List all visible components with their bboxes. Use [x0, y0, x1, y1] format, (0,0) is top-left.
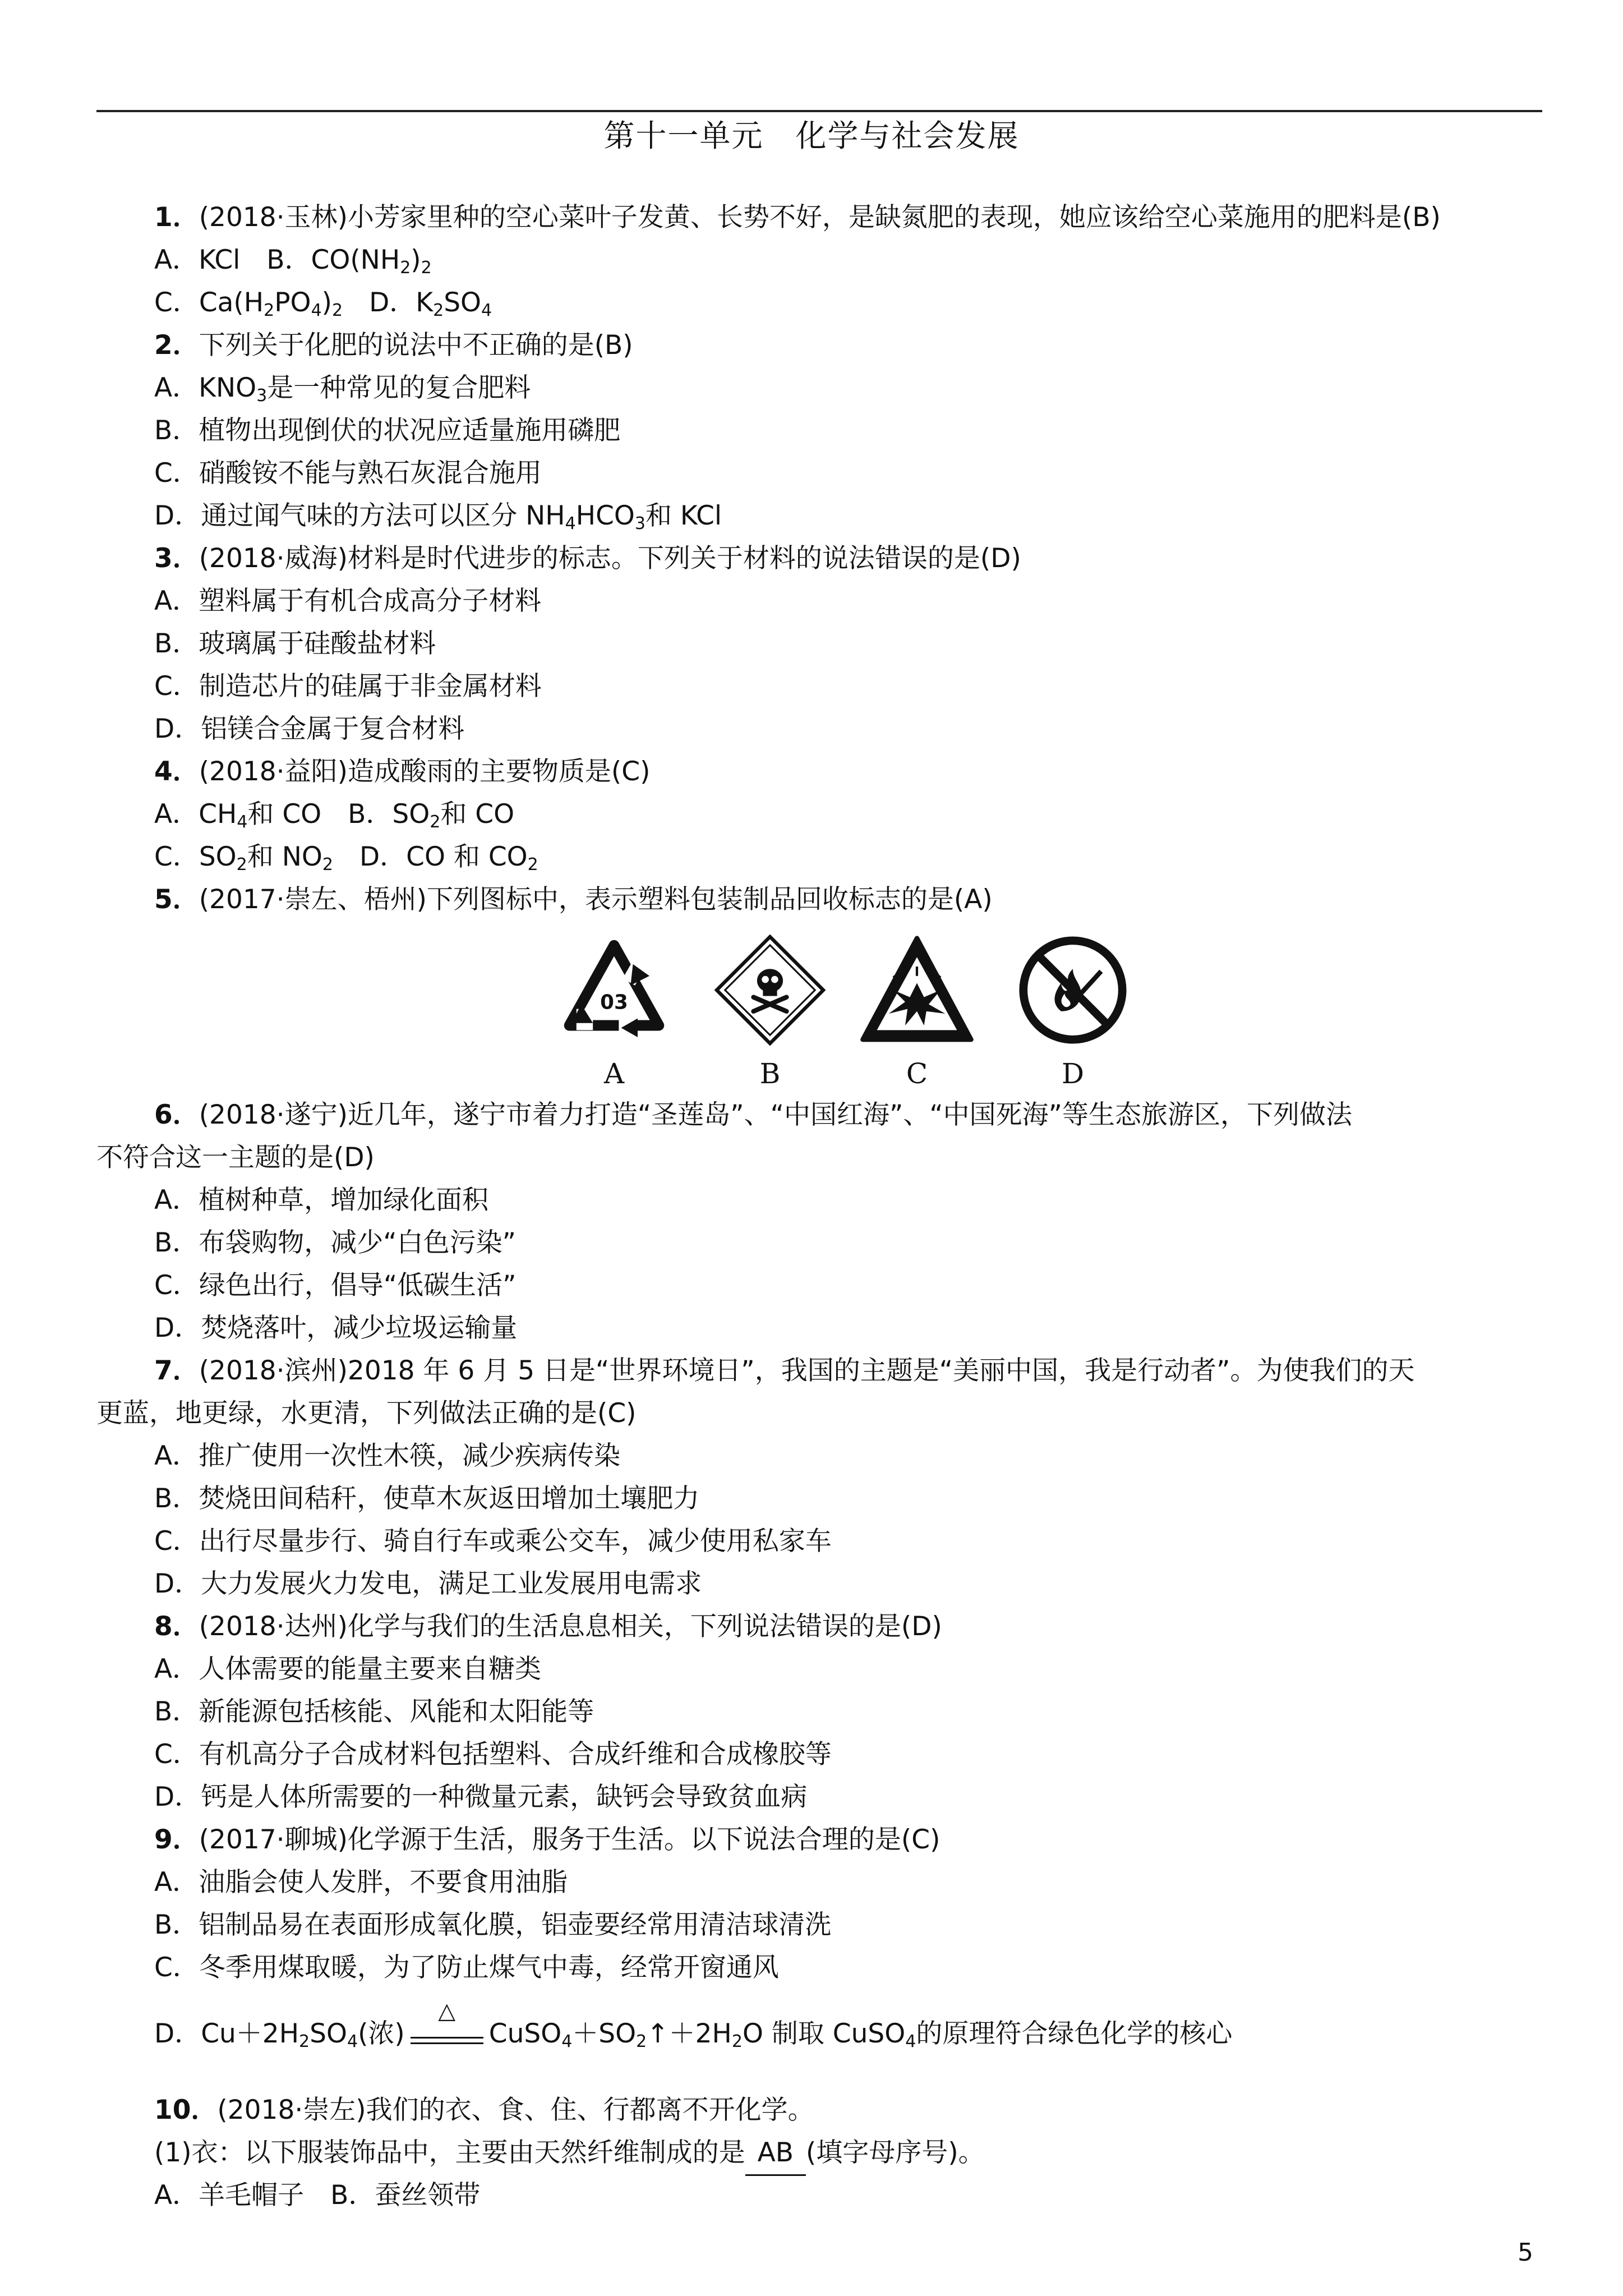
option-b: B．铝制品易在表面形成氧化膜，铝壶要经常用清洁球清洗 — [154, 1910, 832, 1940]
question-stem: (2017·崇左、梧州)下列图标中，表示塑料包装制品回收标志的是(A) — [199, 884, 993, 915]
option-a: A．塑料属于有机合成高分子材料 — [154, 586, 542, 616]
option-c: C．$Ca(H_2PO_4)_2$ — [154, 287, 343, 320]
option-d: D．通过闻气味的方法可以区分 $NH_4HCO_3$和 KCl — [154, 500, 722, 533]
question-stem: (2018·滨州)2018 年 6 月 5 日是“世界环境日”，我国的主题是“美丽中国，我是行动者”。为使我们的天 — [199, 1355, 1415, 1386]
question-number: 7． — [154, 1355, 199, 1386]
question-4-options-ab — [154, 793, 514, 836]
question-stem: 下列关于化肥的说法中不正确的是(B) — [199, 330, 633, 361]
question-stem-continued: 更蓝，地更绿，水更清，下列做法正确的是(C) — [96, 1398, 637, 1429]
question-10 — [154, 2089, 814, 2132]
option-b: B．$CO(NH_2)_2$ — [266, 245, 432, 278]
heating-condition-equals — [405, 1998, 489, 2057]
option-a: A．$CH_4$和 CO — [154, 799, 322, 832]
question-number: 8． — [154, 1611, 199, 1642]
question-stem: (2018·达州)化学与我们的生活息息相关，下列说法错误的是(D) — [199, 1611, 942, 1642]
question-10-options — [154, 2174, 480, 2217]
no-fire-icon — [1014, 931, 1132, 1049]
option-a: A．$KNO_3$是一种常见的复合肥料 — [154, 372, 531, 406]
option-a: A．羊毛帽子 — [154, 2180, 305, 2211]
question-stem: (2017·聊城)化学源于生活，服务于生活。以下说法合理的是(C) — [199, 1824, 940, 1855]
option-c: C．有机高分子合成材料包括塑料、合成纤维和合成橡胶等 — [154, 1739, 832, 1770]
question-4-options-cd — [154, 836, 538, 878]
option-c: C．硝酸铵不能与熟石灰混合施用 — [154, 458, 542, 489]
option-c: C．出行尽量步行、骑自行车或乘公交车，减少使用私家车 — [154, 1526, 832, 1557]
option-b: B．蚕丝领带 — [330, 2180, 481, 2211]
question-number: 9． — [154, 1824, 199, 1855]
question-number: 2． — [154, 330, 199, 361]
question-7 — [154, 1350, 1414, 1392]
option-d: D．钙是人体所需要的一种微量元素，缺钙会导致贫血病 — [154, 1782, 808, 1812]
option-d: D．铝镁合金属于复合材料 — [154, 714, 465, 744]
question-9 — [154, 1819, 940, 1861]
question-stem: (2018·遂宁)近几年，遂宁市着力打造“圣莲岛”、“中国红海”、“中国死海”等生态旅游区，下列做法 — [199, 1099, 1353, 1130]
question-2 — [154, 324, 633, 367]
header-rule — [96, 110, 1542, 112]
question-number: 3． — [154, 543, 199, 574]
option-b: B．焚烧田间秸秆，使草木灰返田增加土壤肥力 — [154, 1483, 700, 1514]
option-c: C．制造芯片的硅属于非金属材料 — [154, 671, 542, 702]
option-a: A．植树种草，增加绿化面积 — [154, 1185, 489, 1216]
option-a: A．人体需要的能量主要来自糖类 — [154, 1654, 542, 1685]
question-6 — [154, 1094, 1352, 1137]
question-1 — [154, 196, 1441, 239]
heat-triangle-icon: △ — [438, 1998, 456, 2024]
question-5-icons — [555, 931, 1144, 1094]
question-number: 5． — [154, 884, 199, 915]
option-b: B．布袋购物，减少“白色污染” — [154, 1227, 516, 1258]
option-b: B．玻璃属于硅酸盐材料 — [154, 628, 436, 659]
question-number: 6． — [154, 1099, 199, 1130]
option-b: B．新能源包括核能、风能和太阳能等 — [154, 1696, 594, 1727]
option-a: A．推广使用一次性木筷，减少疾病传染 — [154, 1441, 621, 1471]
option-c: C．冬季用煤取暖，为了防止煤气中毒，经常开窗通风 — [154, 1952, 779, 1983]
icon-label-b: B — [759, 1057, 781, 1090]
svg-text:03: 03 — [600, 991, 628, 1014]
answer-blank: AB — [745, 2132, 806, 2176]
option-c: C．$SO_2$和 $NO_2$ — [154, 841, 333, 875]
question-number: 4． — [154, 756, 199, 787]
question-1-options-ab — [154, 239, 432, 282]
recycling-icon — [555, 931, 673, 1049]
question-5 — [154, 878, 993, 921]
option-a: A．油脂会使人发胖，不要食用油脂 — [154, 1867, 568, 1898]
icon-label-c: C — [906, 1057, 928, 1090]
option-d: D．CO 和 $CO_2$ — [359, 841, 538, 875]
question-stem: (2018·崇左)我们的衣、食、住、行都离不开化学。 — [217, 2095, 814, 2125]
option-b: B．植物出现倒伏的状况应适量施用磷肥 — [154, 415, 621, 446]
question-stem: (2018·玉林)小芳家里种的空心菜叶子发黄、长势不好，是缺氮肥的表现，她应该给空心菜施用的肥料是(B) — [199, 202, 1441, 233]
option-d: D．$Cu+2H_2SO_4$(浓) △ $CuSO_4+SO_2↑+2H_2O$ 制取 CuSO$_4$的原理符合绿色化学的核心 — [154, 2013, 1232, 2057]
question-10-part-1: (1)衣：以下服装饰品中，主要由天然纤维制成的是 AB (填字母序号)。 — [154, 2132, 985, 2176]
option-a: A．KCl — [154, 245, 241, 275]
question-4 — [154, 751, 650, 793]
page-title: 第十一单元 化学与社会发展 — [603, 118, 1020, 154]
option-d: D．$K_2SO_4$ — [369, 287, 492, 320]
option-b: B．$SO_2$和 CO — [348, 799, 515, 832]
option-d: D．大力发展火力发电，满足工业发展用电需求 — [154, 1568, 702, 1599]
question-stem-continued: 不符合这一主题的是(D) — [96, 1142, 375, 1173]
option-d: D．焚烧落叶，减少垃圾运输量 — [154, 1313, 518, 1343]
question-3 — [154, 537, 1021, 580]
toxic-skull-icon — [711, 931, 829, 1049]
explosive-warning-icon — [858, 931, 976, 1049]
icon-label-a: A — [603, 1057, 625, 1090]
option-c: C．绿色出行，倡导“低碳生活” — [154, 1270, 517, 1301]
question-stem: (2018·益阳)造成酸雨的主要物质是(C) — [199, 756, 651, 787]
question-number: 1． — [154, 202, 199, 233]
question-number: 10． — [154, 2095, 218, 2125]
question-1-options-cd — [154, 282, 492, 324]
icon-label-d: D — [1061, 1057, 1085, 1090]
question-stem: (2018·威海)材料是时代进步的标志。下列关于材料的说法错误的是(D) — [199, 543, 1021, 574]
question-8 — [154, 1605, 942, 1648]
page-number: 5 — [1518, 2238, 1533, 2267]
